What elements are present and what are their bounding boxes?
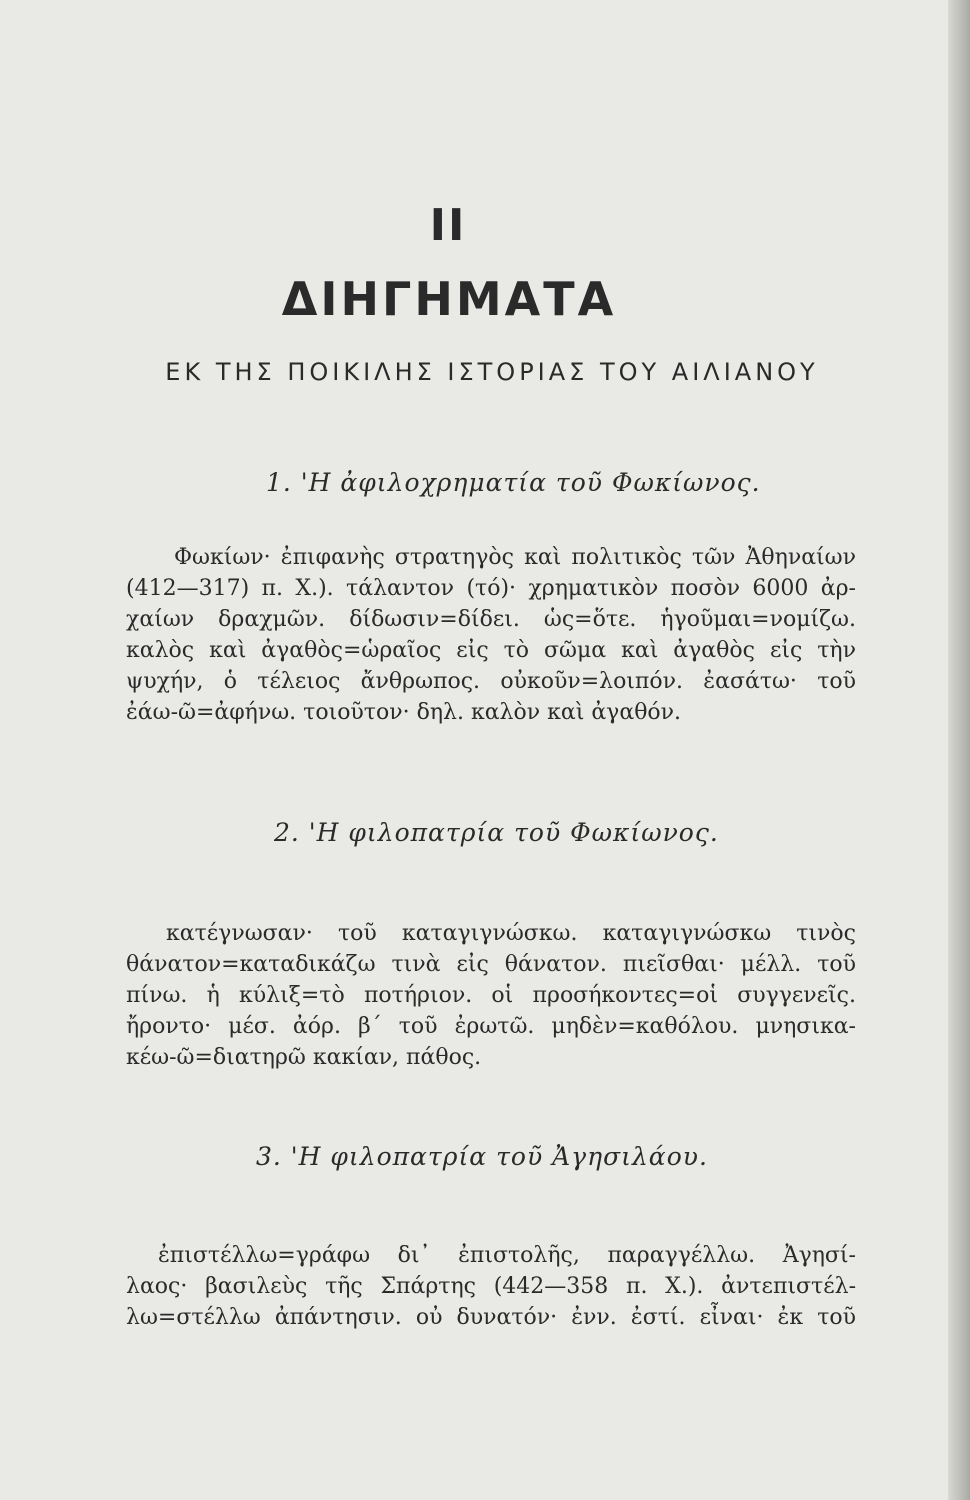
text-line: κέω-ῶ=διατηρῶ κακίαν, πάθος.: [126, 1045, 482, 1070]
text-line: ἐάω-ῶ=ἀφήνω. τοιοῦτον· δηλ. καλὸν καὶ ἀγαθόν.: [126, 700, 682, 725]
book-spine-shadow: [948, 0, 970, 1500]
section-heading-3: 3. 'Η φιλοπατρία τοῦ Ἀγησιλάου.: [256, 1142, 708, 1171]
text-line: (412—317) π. Χ.). τάλαντον (τό)· χρηματικὸν ποσὸν 6000 ἀρ-: [126, 576, 856, 601]
text-line: λαος· βασιλεὺς τῆς Σπάρτης (442—358 π. Χ.). ἀντεπιστέλ-: [126, 1274, 856, 1299]
text-line: θάνατον=καταδικάζω τινὰ εἰς θάνατον. πιεῖσθαι· μέλλ. τοῦ: [126, 952, 856, 977]
chapter-subtitle: ΕΚ ΤΗΣ ΠΟΙΚΙΛΗΣ ΙΣΤΟΡΙΑΣ ΤΟΥ ΑΙΛΙΑΝΟΥ: [165, 358, 819, 386]
text-line: λω=στέλλω ἀπάντησιν. οὐ δυνατόν· ἐνν. ἐστί. εἶναι· ἐκ τοῦ: [126, 1305, 856, 1330]
text-line: Φωκίων· ἐπιφανὴς στρατηγὸς καὶ πολιτικὸς τῶν Ἀθηναίων: [174, 545, 856, 570]
section-body-2: [126, 918, 856, 1073]
text-line: καλὸς καὶ ἀγαθὸς=ὡραῖος εἰς τὸ σῶμα καὶ ἀγαθὸς εἰς τὴν: [126, 638, 856, 663]
text-line: χαίων δραχμῶν. δίδωσιν=δίδει. ὡς=ὅτε. ἡγοῦμαι=νομίζω.: [126, 607, 856, 632]
text-line: ἤροντο· μέσ. ἀόρ. β΄ τοῦ ἐρωτῶ. μηδὲν=καθόλου. μνησικα-: [126, 1014, 856, 1039]
chapter-title: ΔΙΗΓΗΜΑΤΑ: [281, 272, 617, 326]
section-heading-2: 2. 'Η φιλοπατρία τοῦ Φωκίωνος.: [274, 818, 719, 847]
section-body-3: [126, 1240, 856, 1333]
chapter-number: II: [429, 200, 467, 251]
section-heading-1: 1. 'Η ἀφιλοχρηματία τοῦ Φωκίωνος.: [266, 468, 761, 497]
text-line: ψυχήν, ὁ τέλειος ἄνθρωπος. οὐκοῦν=λοιπόν. ἐασάτω· τοῦ: [126, 669, 856, 694]
text-line: κατέγνωσαν· τοῦ καταγιγνώσκω. καταγιγνώσκω τινὸς: [166, 921, 856, 946]
text-line: ἐπιστέλλω=γράφω δι᾽ ἐπιστολῆς, παραγγέλλω. Ἀγησί-: [158, 1243, 856, 1268]
section-body-1: [126, 542, 856, 728]
text-line: πίνω. ἡ κύλιξ=τὸ ποτήριον. οἱ προσήκοντες=οἱ συγγενεῖς.: [126, 983, 856, 1008]
